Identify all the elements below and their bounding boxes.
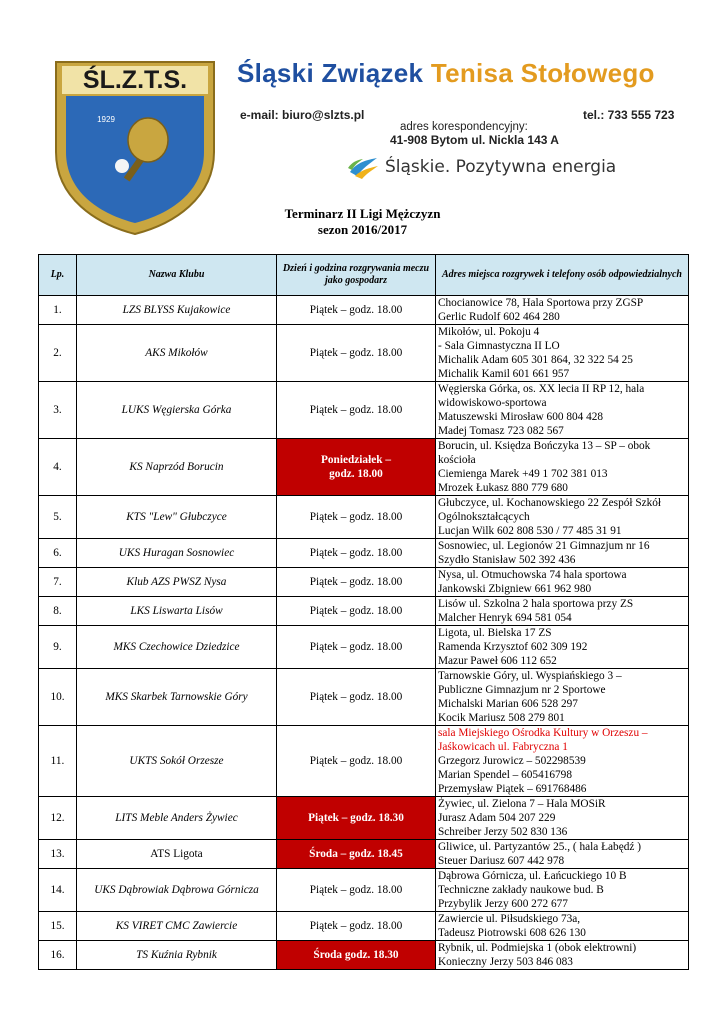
venue-contacts: Rybnik, ul. Podmiejska 1 (obok elektrowni) Konieczny Jerzy 503 846 083 bbox=[436, 941, 689, 970]
venue-contacts: Sosnowiec, ul. Legionów 21 Gimnazjum nr 16 Szydło Stanisław 502 392 436 bbox=[436, 539, 689, 568]
correspondence-address: 41-908 Bytom ul. Nickla 143 A bbox=[390, 133, 559, 147]
table-row bbox=[39, 296, 689, 325]
table-row bbox=[39, 941, 689, 970]
header-lp: Lp. bbox=[39, 255, 77, 296]
match-day: Piątek – godz. 18.00 bbox=[277, 325, 436, 382]
day-highlight: Poniedziałek – godz. 18.00 bbox=[277, 439, 436, 496]
header-club: Nazwa Klubu bbox=[77, 255, 277, 296]
table-row bbox=[39, 597, 689, 626]
venue-contacts: Ligota, ul. Bielska 17 ZS Ramenda Krzysztof 602 309 192 Mazur Paweł 606 112 652 bbox=[436, 626, 689, 669]
club-name: LZS BLYSS Kujakowice bbox=[77, 296, 277, 325]
club-name: LUKS Węgierska Górka bbox=[77, 382, 277, 439]
logo-text: ŚL.Z.T.S. bbox=[82, 66, 188, 94]
match-day: Piątek – godz. 18.00 bbox=[277, 382, 436, 439]
match-day: Piątek – godz. 18.00 bbox=[277, 496, 436, 539]
club-name: UKS Huragan Sosnowiec bbox=[77, 539, 277, 568]
sponsor-logo bbox=[347, 153, 616, 181]
row-number: 11. bbox=[39, 726, 77, 797]
table-row bbox=[39, 496, 689, 539]
table-row bbox=[39, 869, 689, 912]
organization-name: Śląski Związek Tenisa Stołowego bbox=[237, 58, 655, 88]
club-name: KS Naprzód Borucin bbox=[77, 439, 277, 496]
table-row bbox=[39, 797, 689, 840]
address-label: adres korespondencyjny: bbox=[400, 121, 528, 133]
row-number: 4. bbox=[39, 439, 77, 496]
venue-contacts: Mikołów, ul. Pokoju 4 - Sala Gimnastyczna II LO Michalik Adam 605 301 864, 32 322 54 25 Michalik Kamil 601 661 957 bbox=[436, 325, 689, 382]
row-number: 2. bbox=[39, 325, 77, 382]
row-number: 7. bbox=[39, 568, 77, 597]
row-number: 13. bbox=[39, 840, 77, 869]
table-row bbox=[39, 626, 689, 669]
match-day: Piątek – godz. 18.00 bbox=[277, 869, 436, 912]
table-row bbox=[39, 382, 689, 439]
club-name: KTS "Lew" Głubczyce bbox=[77, 496, 277, 539]
logo-year: 1929 bbox=[97, 115, 115, 124]
club-name: UKS Dąbrowiak Dąbrowa Górnicza bbox=[77, 869, 277, 912]
day-highlight: Środa – godz. 18.45 bbox=[277, 840, 436, 869]
schedule-table bbox=[38, 254, 689, 970]
venue-contacts: Nysa, ul. Otmuchowska 74 hala sportowa Jankowski Zbigniew 661 962 980 bbox=[436, 568, 689, 597]
match-day: Piątek – godz. 18.00 bbox=[277, 539, 436, 568]
table-header-row bbox=[39, 255, 689, 296]
match-day: Piątek – godz. 18.00 bbox=[277, 568, 436, 597]
venue-contacts: Zawiercie ul. Piłsudskiego 73a, Tadeusz Piotrowski 608 626 130 bbox=[436, 912, 689, 941]
day-highlight: Środa godz. 18.30 bbox=[277, 941, 436, 970]
row-number: 10. bbox=[39, 669, 77, 726]
table-row bbox=[39, 840, 689, 869]
phone: tel.: 733 555 723 bbox=[583, 108, 675, 122]
match-day: Piątek – godz. 18.00 bbox=[277, 726, 436, 797]
table-row bbox=[39, 539, 689, 568]
venue-contacts: Żywiec, ul. Zielona 7 – Hala MOSiR Jurasz Adam 504 207 229 Schreiber Jerzy 502 830 136 bbox=[436, 797, 689, 840]
row-number: 3. bbox=[39, 382, 77, 439]
match-day: Piątek – godz. 18.00 bbox=[277, 626, 436, 669]
venue-contacts: Borucin, ul. Księdza Bończyka 13 – SP – obok kościoła Ciemienga Marek +49 1 702 381 013 Mrozek Łukasz 880 779 680 bbox=[436, 439, 689, 496]
table-row bbox=[39, 439, 689, 496]
table-row bbox=[39, 325, 689, 382]
venue-contacts: Lisów ul. Szkolna 2 hala sportowa przy ZS Malcher Henryk 694 581 054 bbox=[436, 597, 689, 626]
venue-contacts: Chocianowice 78, Hala Sportowa przy ZGSP Gerlic Rudolf 602 464 280 bbox=[436, 296, 689, 325]
row-number: 6. bbox=[39, 539, 77, 568]
day-highlight: Piątek – godz. 18.30 bbox=[277, 797, 436, 840]
venue-contacts: Gliwice, ul. Partyzantów 25., ( hala Łabędź ) Steuer Dariusz 607 442 978 bbox=[436, 840, 689, 869]
header-day: Dzień i godzina rozgrywania meczu jako gospodarz bbox=[277, 255, 436, 296]
match-day: Piątek – godz. 18.00 bbox=[277, 597, 436, 626]
row-number: 5. bbox=[39, 496, 77, 539]
row-number: 9. bbox=[39, 626, 77, 669]
venue-contacts: sala Miejskiego Ośrodka Kultury w Orzeszu – Jaśkowicach ul. Fabryczna 1 Grzegorz Jurowicz – 502298539 Marian Spendel – 605416798 Przemysław Piątek – 691768486 bbox=[436, 726, 689, 797]
table-row bbox=[39, 912, 689, 941]
club-name: MKS Skarbek Tarnowskie Góry bbox=[77, 669, 277, 726]
table-row bbox=[39, 669, 689, 726]
row-number: 16. bbox=[39, 941, 77, 970]
venue-contacts: Głubczyce, ul. Kochanowskiego 22 Zespół Szkół Ogólnokształcących Lucjan Wilk 602 808 530 / 77 485 31 91 bbox=[436, 496, 689, 539]
match-day: Piątek – godz. 18.00 bbox=[277, 912, 436, 941]
header-address: Adres miejsca rozgrywek i telefony osób odpowiedzialnych bbox=[436, 255, 689, 296]
row-number: 15. bbox=[39, 912, 77, 941]
season-title: sezon 2016/2017 bbox=[317, 222, 408, 237]
row-number: 8. bbox=[39, 597, 77, 626]
row-number: 12. bbox=[39, 797, 77, 840]
document-title: Terminarz II Ligi Mężczyzn bbox=[284, 206, 441, 221]
match-day: Piątek – godz. 18.00 bbox=[277, 669, 436, 726]
venue-contacts: Tarnowskie Góry, ul. Wyspiańskiego 3 – Publiczne Gimnazjum nr 2 Sportowe Michalski Marian 606 528 297 Kocik Mariusz 508 279 801 bbox=[436, 669, 689, 726]
club-name: Klub AZS PWSZ Nysa bbox=[77, 568, 277, 597]
sponsor-name: Śląskie. bbox=[385, 157, 451, 177]
club-name: LITS Meble Anders Żywiec bbox=[77, 797, 277, 840]
club-name: UKTS Sokół Orzesze bbox=[77, 726, 277, 797]
club-name: ATS Ligota bbox=[77, 840, 277, 869]
row-number: 14. bbox=[39, 869, 77, 912]
club-name: LKS Liswarta Lisów bbox=[77, 597, 277, 626]
club-name: TS Kuźnia Rybnik bbox=[77, 941, 277, 970]
table-row bbox=[39, 726, 689, 797]
slaskie-icon bbox=[347, 154, 381, 180]
club-name: KS VIRET CMC Zawiercie bbox=[77, 912, 277, 941]
sponsor-slogan: Pozytywna energia bbox=[455, 157, 617, 177]
venue-contacts: Dąbrowa Górnicza, ul. Łańcuckiego 10 B Techniczne zakłady naukowe bud. B Przybylik Jerzy 600 272 677 bbox=[436, 869, 689, 912]
club-name: AKS Mikołów bbox=[77, 325, 277, 382]
table-row bbox=[39, 568, 689, 597]
club-name: MKS Czechowice Dziedzice bbox=[77, 626, 277, 669]
match-day: Piątek – godz. 18.00 bbox=[277, 296, 436, 325]
email: e-mail: biuro@slzts.pl bbox=[240, 108, 365, 122]
venue-contacts: Węgierska Górka, os. XX lecia II RP 12, hala widowiskowo-sportowa Matuszewski Mirosław 600 804 428 Madej Tomasz 723 082 567 bbox=[436, 382, 689, 439]
row-number: 1. bbox=[39, 296, 77, 325]
